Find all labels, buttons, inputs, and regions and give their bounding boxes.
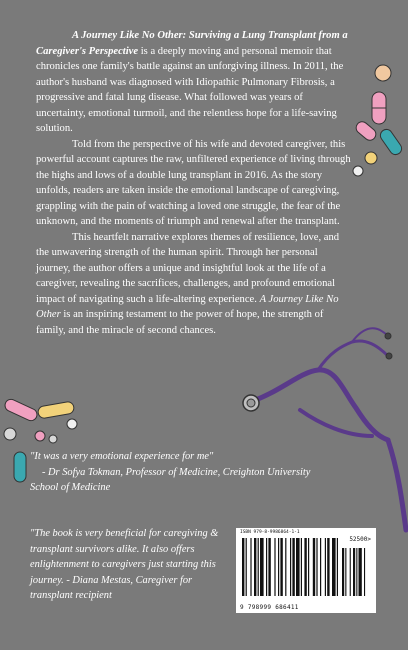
tablet-icon — [35, 431, 45, 441]
paragraph-3-text-a: This heartfelt narrative explores themes of resilience, love, and the unwavering strength of the human spirit. Through her personal journey, the author offers a unique and insightful look at the life of a caregiver, revealing the sacrifices, challenges, and profound emotional impact of navigating such a life-altering experience. — [36, 231, 340, 305]
book-description — [36, 28, 354, 338]
description-paragraph-3 — [36, 230, 354, 339]
testimonial-1 — [30, 449, 330, 496]
paragraph-1-text: is a deeply moving and personal memoir that chronicles one family's battle against an unforgiving illness. In 2011, the author's husband was diagnosed with Idiopathic Pulmonary Fibrosis, a progressive and fatal lung disease. What followed was years of uncertainty, emotional turmoil, and the relentless hope for a life-saving solution. — [36, 45, 344, 134]
capsule-icon — [372, 92, 386, 124]
tablet-icon — [375, 65, 391, 81]
tablet-icon — [4, 428, 16, 440]
paragraph-2-text: Told from the perspective of his wife and devoted caregiver, this powerful account captures the raw, unfiltered experience of living through the highs and lows of a double lung transplant in 2016. As the story unfolds, readers are taken inside the emotional landscape of caregiving, grappling with the pain of watching a loved one struggle, the fear of the unknown, and the moments of triumph and renewal after the transplant. — [36, 138, 351, 227]
description-paragraph-2 — [36, 137, 354, 230]
capsule-icon — [37, 401, 75, 419]
price-code: 52500> — [349, 536, 371, 543]
tablet-icon — [67, 419, 77, 429]
testimonial-2 — [30, 526, 230, 604]
testimonial-1-attribution: - Dr Sofya Tokman, Professor of Medicine, Creighton University — [42, 466, 311, 478]
tablet-icon — [365, 152, 377, 164]
isbn-label: ISBN 979-8-9986864-1-1 — [240, 530, 300, 535]
paragraph-3-text-b: is an inspiring testament to the power of hope, the strength of family, and the miracle of second chances. — [36, 309, 324, 336]
capsule-icon — [14, 452, 26, 482]
capsule-icon — [3, 397, 39, 422]
barcode-bars — [242, 538, 370, 600]
book-title-inline: A Journey Like No Other: Surviving a Lung Transplant from a Caregiver's Perspective — [36, 30, 348, 57]
isbn-barcode — [236, 528, 376, 613]
description-paragraph-1 — [36, 28, 354, 137]
testimonial-1-text: "It was a very emotional experience for me" — [30, 451, 214, 462]
barcode-digits: 9 798999 686411 — [240, 604, 299, 611]
stethoscope-icon — [243, 328, 406, 530]
testimonial-1-attribution-line-2: School of Medicine — [30, 482, 111, 493]
tablet-icon — [353, 166, 363, 176]
tablet-icon — [49, 435, 57, 443]
testimonial-2-text: "The book is very beneficial for caregiving & transplant survivors alike. It also offers enlightenment to caregivers just starting this journey. - Diana Mestas, Caregiver for transplant recipient — [30, 528, 219, 601]
book-title-inline-2: A Journey Like No Other — [36, 293, 339, 320]
capsule-icon — [378, 127, 404, 157]
